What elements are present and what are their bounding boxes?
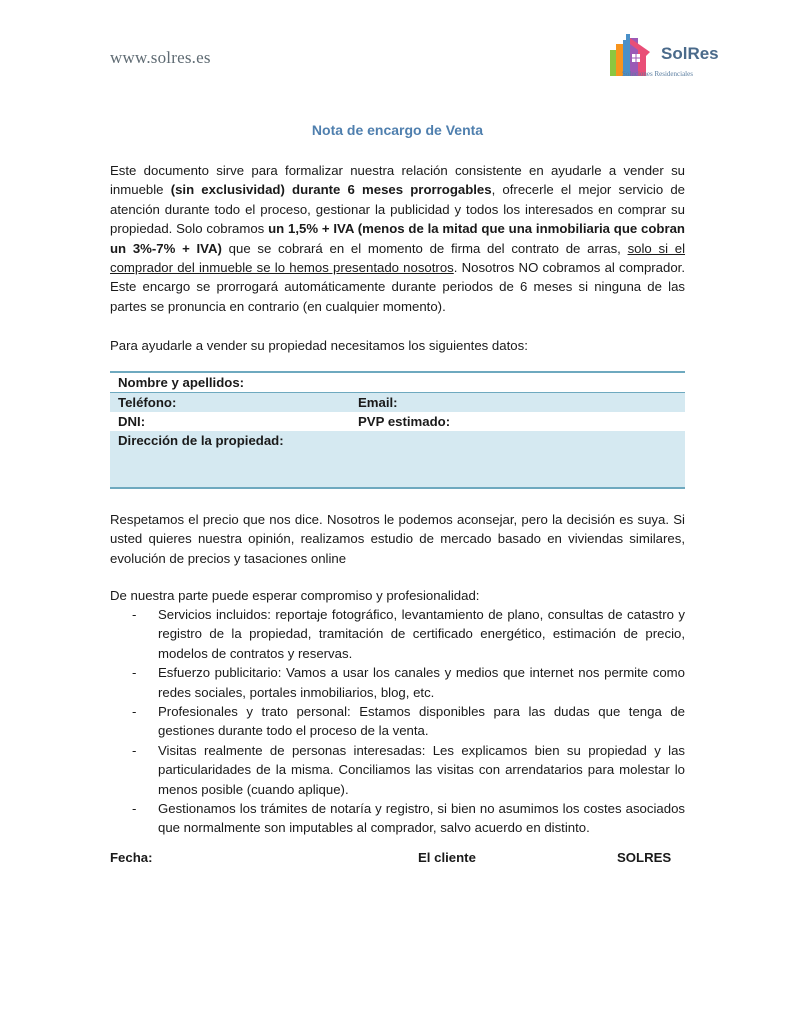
list-item xyxy=(110,702,685,741)
list-item xyxy=(110,799,685,838)
commitment-list xyxy=(110,605,685,838)
price-paragraph: Respetamos el precio que nos dice. Nosotros le podemos aconsejar, pero la decisión es suya. Si usted quieres nuestra opinión, realizamos estudio de mercado basado en viviendas similares, evolución de precios y tasaciones online xyxy=(110,512,685,566)
list-item xyxy=(110,741,685,799)
list-item-text: Esfuerzo publicitario: Vamos a usar los canales y medios que internet nos permite como redes sociales, portales inmobiliarios, blog, etc. xyxy=(158,665,685,700)
form-row-phone-email xyxy=(110,393,685,412)
client-data-form xyxy=(110,371,685,489)
intro-text-4: . Nosotros NO cobramos al comprador. Este encargo se prorrogará automáticamente durante periodos de 6 meses si ninguna de las partes se pronuncia en contrario (en cualquier momento). xyxy=(110,260,685,314)
name-label: Nombre y apellidos: xyxy=(118,375,245,390)
client-signature-label: El cliente xyxy=(418,850,476,865)
email-field[interactable]: Email: xyxy=(358,395,398,410)
phone-field[interactable]: Teléfono: xyxy=(118,395,177,410)
date-label: Fecha: xyxy=(110,850,153,865)
solres-logo xyxy=(606,32,719,84)
dash-bullet: - xyxy=(132,801,137,817)
form-row-name[interactable] xyxy=(110,373,685,393)
list-item-text: Profesionales y trato personal: Estamos disponibles para las dudas que tenga de gestiones durante todo el proceso de la venta. xyxy=(158,704,685,739)
intro-bold-2: un 1,5% + IVA (menos de la mitad que una inmobiliaria que cobran un 3%-7% + IVA) xyxy=(110,221,685,256)
dash-bullet: - xyxy=(132,665,137,681)
site-url: www.solres.es xyxy=(110,48,211,67)
dni-field[interactable]: DNI: xyxy=(118,414,146,429)
list-item-text: Servicios incluidos: reportaje fotográfico, levantamiento de plano, consultas de catastro y registro de la propiedad, tramitación de certificado energético, estimación de precio, modelos de contratos y reservas. xyxy=(158,607,685,661)
intro-paragraph xyxy=(110,161,685,316)
intro-underline: solo si el comprador del inmueble se lo hemos presentado nosotros xyxy=(110,240,686,276)
intro-text-1: Este documento sirve para formalizar nuestra relación consistente en ayudarle a vender su inmueble xyxy=(110,163,685,198)
price-field[interactable]: PVP estimado: xyxy=(358,414,451,429)
dash-bullet: - xyxy=(132,607,137,622)
logo-name: SolRes xyxy=(661,44,719,63)
form-row-dni-price xyxy=(110,412,685,431)
list-item xyxy=(110,605,685,663)
intro-text-2: , ofrecerle el mejor servicio de atención durante todo el proceso, gestionar la publicidad y todos los interesados en comprar su propiedad. Solo cobramos xyxy=(110,182,686,237)
dash-bullet: - xyxy=(132,742,137,758)
company-signature-label: SOLRES xyxy=(617,850,672,865)
list-item-text: Gestionamos los trámites de notaría y registro, si bien no asumimos los costes asociados que normalmente son imputables al comprador, salvo acuerdo en distinto. xyxy=(158,801,685,836)
list-item-text: Visitas realmente de personas interesadas: Les explicamos bien su propiedad y las particularidades de la misma. Conciliamos las visitas con arrendatarios para molestar lo menos posible (cuando aplique). xyxy=(158,742,685,797)
data-request-text: Para ayudarle a vender su propiedad necesitamos los siguientes datos: xyxy=(110,338,528,353)
form-row-address[interactable] xyxy=(110,431,685,487)
list-item xyxy=(110,663,685,702)
commitment-intro: De nuestra parte puede esperar compromiso y profesionalidad: xyxy=(110,588,480,603)
intro-bold-1: (sin exclusividad) durante 6 meses prorrogables xyxy=(170,182,492,198)
document-title: Nota de encargo de Venta xyxy=(311,122,484,138)
dash-bullet: - xyxy=(132,704,137,720)
address-label: Dirección de la propiedad: xyxy=(118,433,284,448)
logo-tagline: Soluciones Residenciales xyxy=(622,70,693,78)
intro-text-3: que se cobrará en el momento de firma del contrato de arras, xyxy=(221,240,628,256)
